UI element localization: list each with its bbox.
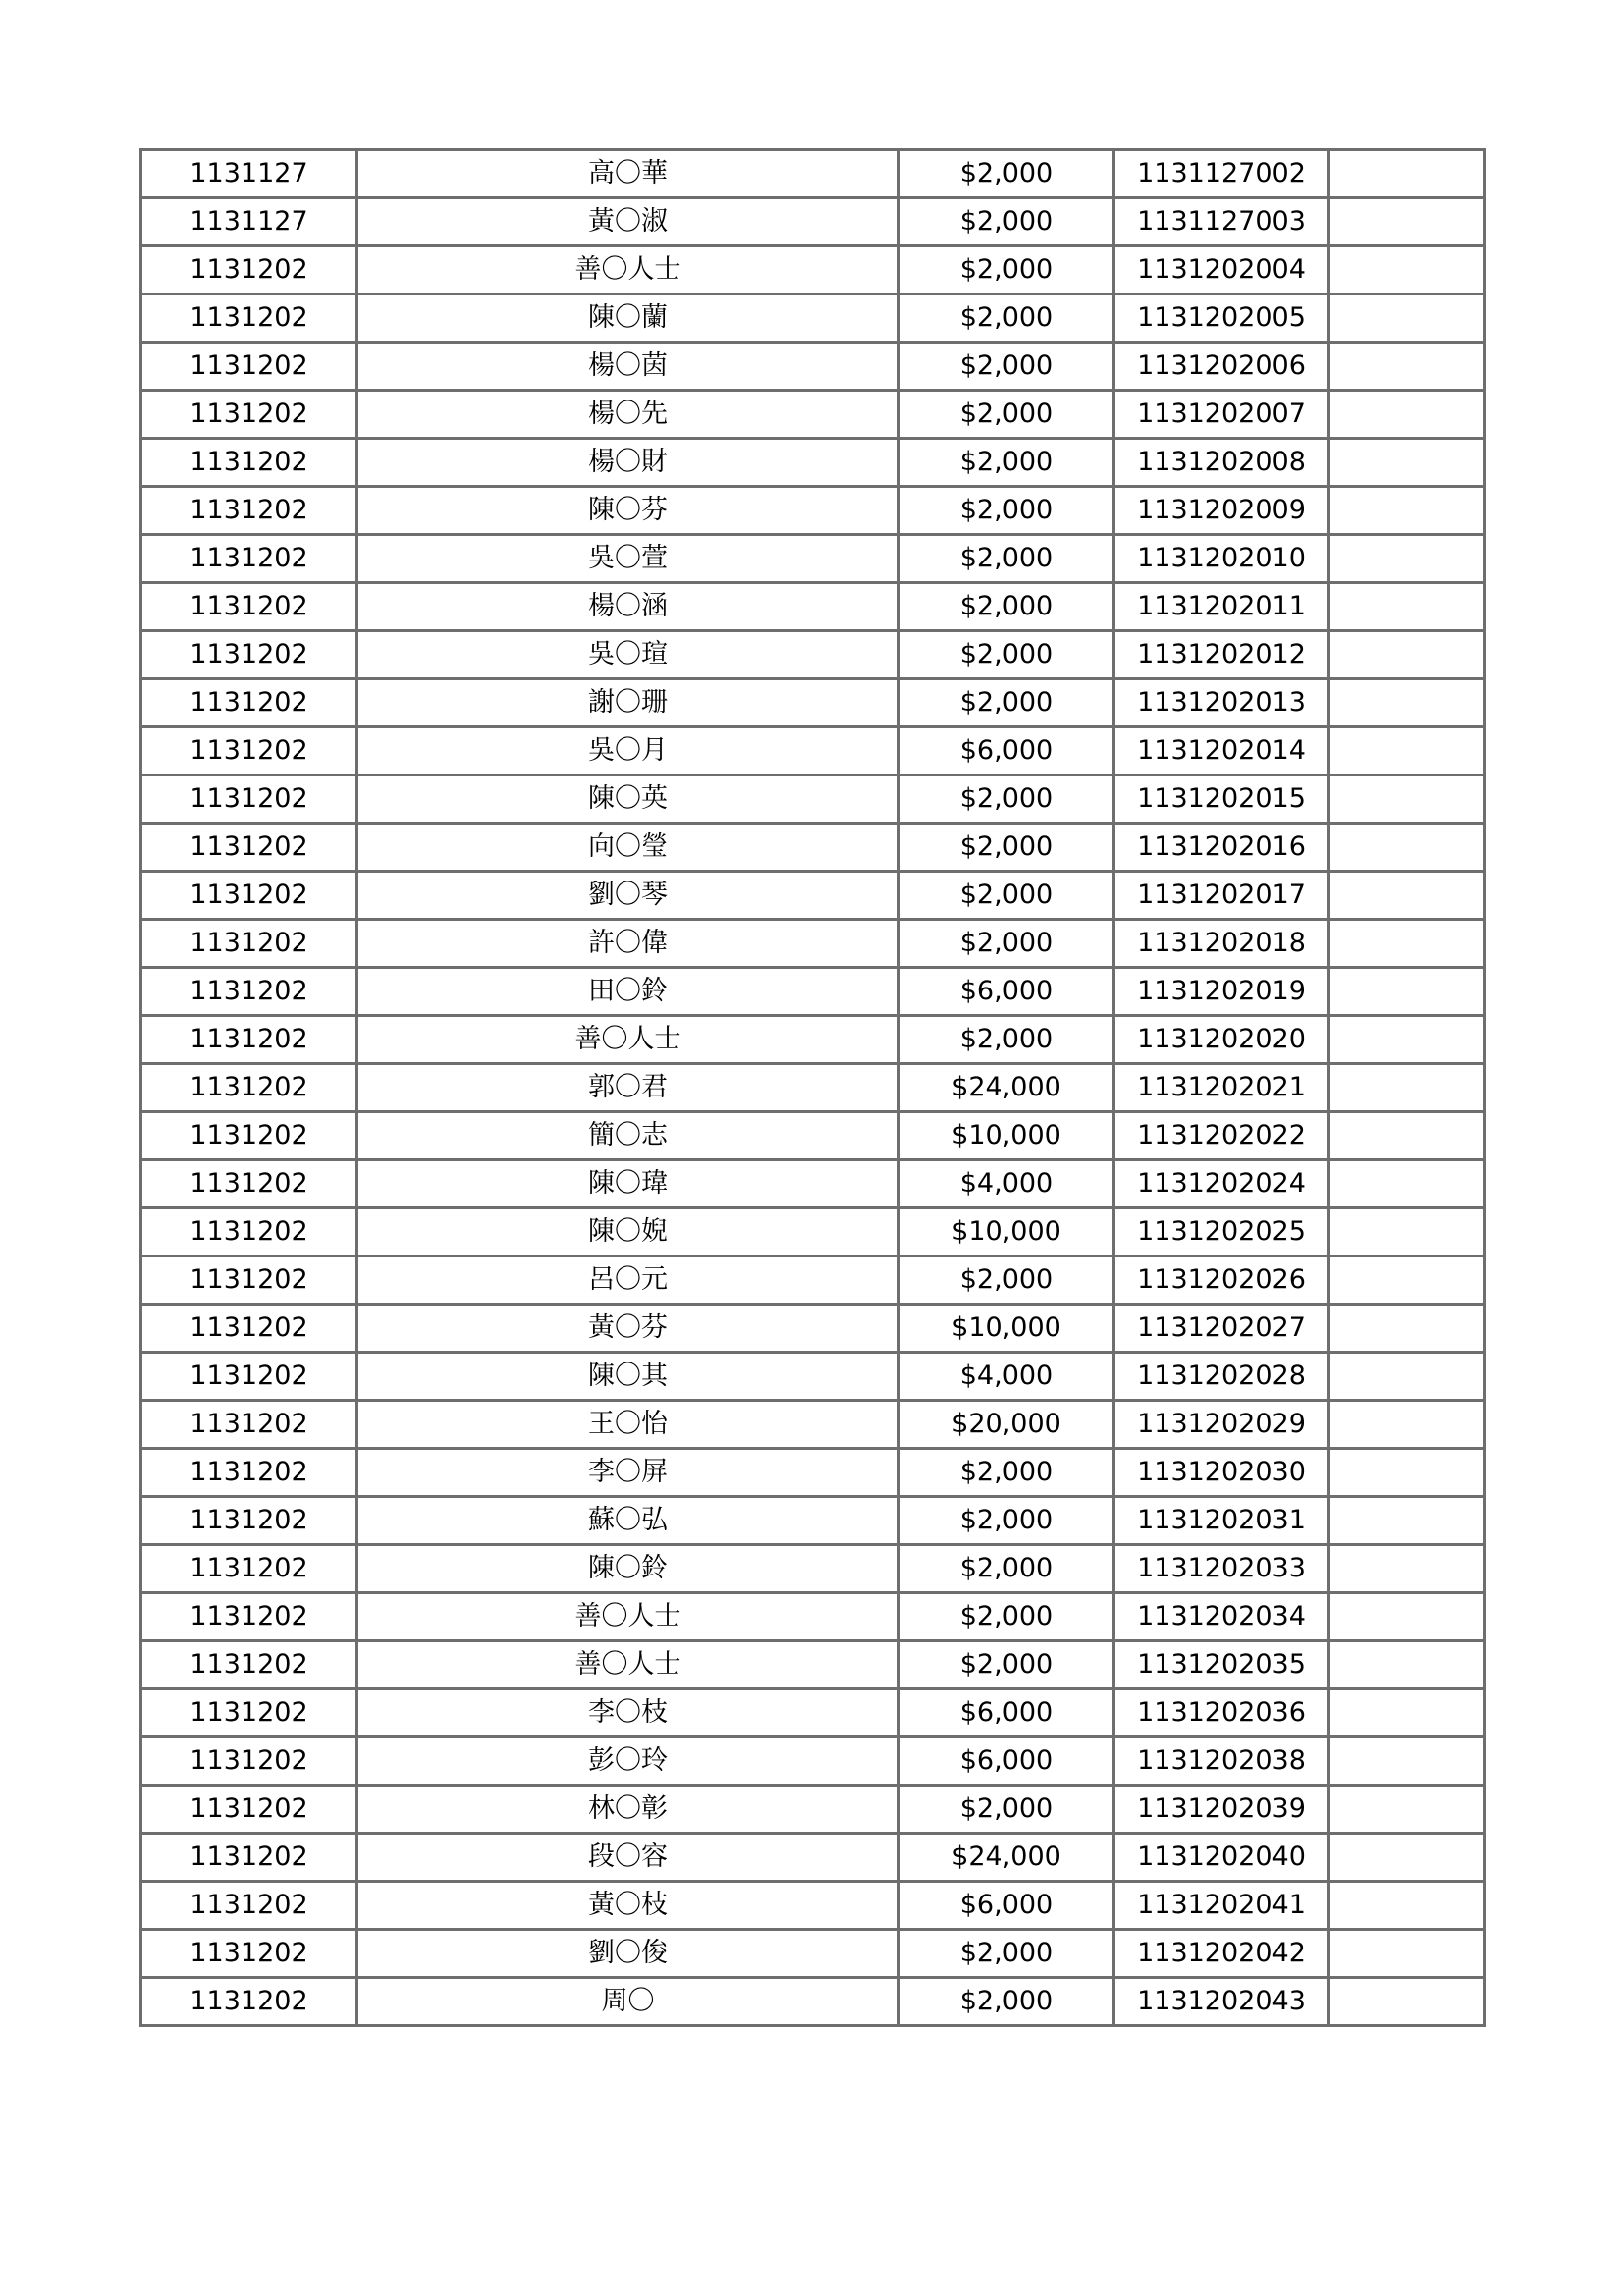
table-row xyxy=(141,391,1485,439)
donor-name-cell: 陳〇英 xyxy=(357,775,899,824)
amount-cell: $4,000 xyxy=(899,1353,1114,1401)
date-cell: 1131202 xyxy=(141,1208,357,1256)
receipt-number-cell: 1131202028 xyxy=(1114,1353,1329,1401)
amount-cell: $2,000 xyxy=(899,775,1114,824)
donation-table xyxy=(139,148,1486,2027)
date-cell: 1131202 xyxy=(141,583,357,631)
donor-name-cell: 黃〇淑 xyxy=(357,198,899,246)
donor-name-cell: 蘇〇弘 xyxy=(357,1497,899,1545)
note-cell xyxy=(1329,1689,1485,1737)
donor-name-cell: 李〇枝 xyxy=(357,1689,899,1737)
receipt-number-cell: 1131202034 xyxy=(1114,1593,1329,1641)
amount-cell: $2,000 xyxy=(899,1786,1114,1834)
amount-cell: $2,000 xyxy=(899,535,1114,583)
table-row xyxy=(141,1930,1485,1978)
note-cell xyxy=(1329,1401,1485,1449)
amount-cell: $24,000 xyxy=(899,1834,1114,1882)
note-cell xyxy=(1329,1064,1485,1112)
table-row xyxy=(141,1112,1485,1160)
receipt-number-cell: 1131202010 xyxy=(1114,535,1329,583)
date-cell: 1131202 xyxy=(141,246,357,294)
amount-cell: $2,000 xyxy=(899,1593,1114,1641)
table-row xyxy=(141,1641,1485,1689)
date-cell: 1131127 xyxy=(141,198,357,246)
donor-name-cell: 善〇人士 xyxy=(357,1016,899,1064)
note-cell xyxy=(1329,198,1485,246)
donor-name-cell: 高〇華 xyxy=(357,150,899,198)
donor-name-cell: 劉〇琴 xyxy=(357,872,899,920)
receipt-number-cell: 1131202029 xyxy=(1114,1401,1329,1449)
amount-cell: $2,000 xyxy=(899,246,1114,294)
amount-cell: $6,000 xyxy=(899,1689,1114,1737)
amount-cell: $2,000 xyxy=(899,439,1114,487)
note-cell xyxy=(1329,1016,1485,1064)
donor-name-cell: 善〇人士 xyxy=(357,1593,899,1641)
note-cell xyxy=(1329,679,1485,727)
receipt-number-cell: 1131202012 xyxy=(1114,631,1329,679)
amount-cell: $2,000 xyxy=(899,920,1114,968)
date-cell: 1131202 xyxy=(141,1401,357,1449)
date-cell: 1131202 xyxy=(141,1930,357,1978)
date-cell: 1131202 xyxy=(141,1689,357,1737)
receipt-number-cell: 1131202039 xyxy=(1114,1786,1329,1834)
donor-name-cell: 楊〇涵 xyxy=(357,583,899,631)
donor-name-cell: 彭〇玲 xyxy=(357,1737,899,1786)
table-row xyxy=(141,727,1485,775)
amount-cell: $2,000 xyxy=(899,1930,1114,1978)
amount-cell: $2,000 xyxy=(899,1016,1114,1064)
donor-name-cell: 陳〇芬 xyxy=(357,487,899,535)
receipt-number-cell: 1131202026 xyxy=(1114,1256,1329,1305)
receipt-number-cell: 1131202027 xyxy=(1114,1305,1329,1353)
amount-cell: $2,000 xyxy=(899,1641,1114,1689)
donor-name-cell: 郭〇君 xyxy=(357,1064,899,1112)
donation-table-body xyxy=(141,150,1485,2026)
note-cell xyxy=(1329,1737,1485,1786)
date-cell: 1131202 xyxy=(141,1593,357,1641)
table-row xyxy=(141,1160,1485,1208)
note-cell xyxy=(1329,1593,1485,1641)
date-cell: 1131202 xyxy=(141,775,357,824)
donor-name-cell: 簡〇志 xyxy=(357,1112,899,1160)
date-cell: 1131202 xyxy=(141,824,357,872)
donor-name-cell: 劉〇俊 xyxy=(357,1930,899,1978)
receipt-number-cell: 1131202042 xyxy=(1114,1930,1329,1978)
amount-cell: $2,000 xyxy=(899,150,1114,198)
receipt-number-cell: 1131202020 xyxy=(1114,1016,1329,1064)
donor-name-cell: 善〇人士 xyxy=(357,1641,899,1689)
donor-name-cell: 向〇瑩 xyxy=(357,824,899,872)
note-cell xyxy=(1329,150,1485,198)
table-row xyxy=(141,1449,1485,1497)
amount-cell: $20,000 xyxy=(899,1401,1114,1449)
table-row xyxy=(141,679,1485,727)
table-row xyxy=(141,1978,1485,2026)
table-row xyxy=(141,775,1485,824)
receipt-number-cell: 1131202038 xyxy=(1114,1737,1329,1786)
amount-cell: $2,000 xyxy=(899,679,1114,727)
amount-cell: $2,000 xyxy=(899,1497,1114,1545)
date-cell: 1131202 xyxy=(141,1545,357,1593)
note-cell xyxy=(1329,775,1485,824)
date-cell: 1131202 xyxy=(141,1834,357,1882)
donor-name-cell: 陳〇鈴 xyxy=(357,1545,899,1593)
amount-cell: $2,000 xyxy=(899,631,1114,679)
table-row xyxy=(141,968,1485,1016)
receipt-number-cell: 1131202031 xyxy=(1114,1497,1329,1545)
note-cell xyxy=(1329,1882,1485,1930)
amount-cell: $2,000 xyxy=(899,198,1114,246)
amount-cell: $6,000 xyxy=(899,968,1114,1016)
receipt-number-cell: 1131202013 xyxy=(1114,679,1329,727)
receipt-number-cell: 1131202033 xyxy=(1114,1545,1329,1593)
amount-cell: $2,000 xyxy=(899,872,1114,920)
date-cell: 1131202 xyxy=(141,968,357,1016)
date-cell: 1131202 xyxy=(141,1016,357,1064)
note-cell xyxy=(1329,1449,1485,1497)
note-cell xyxy=(1329,824,1485,872)
table-row xyxy=(141,1593,1485,1641)
table-row xyxy=(141,1497,1485,1545)
date-cell: 1131202 xyxy=(141,439,357,487)
table-row xyxy=(141,920,1485,968)
date-cell: 1131202 xyxy=(141,1112,357,1160)
note-cell xyxy=(1329,1545,1485,1593)
receipt-number-cell: 1131202043 xyxy=(1114,1978,1329,2026)
table-row xyxy=(141,487,1485,535)
amount-cell: $2,000 xyxy=(899,1256,1114,1305)
table-row xyxy=(141,1256,1485,1305)
receipt-number-cell: 1131202040 xyxy=(1114,1834,1329,1882)
amount-cell: $2,000 xyxy=(899,1449,1114,1497)
receipt-number-cell: 1131202018 xyxy=(1114,920,1329,968)
date-cell: 1131202 xyxy=(141,1737,357,1786)
date-cell: 1131202 xyxy=(141,535,357,583)
receipt-number-cell: 1131202021 xyxy=(1114,1064,1329,1112)
date-cell: 1131202 xyxy=(141,1497,357,1545)
amount-cell: $2,000 xyxy=(899,583,1114,631)
donor-name-cell: 黃〇芬 xyxy=(357,1305,899,1353)
donor-name-cell: 陳〇其 xyxy=(357,1353,899,1401)
table-row xyxy=(141,535,1485,583)
note-cell xyxy=(1329,487,1485,535)
donor-name-cell: 吳〇瑄 xyxy=(357,631,899,679)
amount-cell: $2,000 xyxy=(899,343,1114,391)
note-cell xyxy=(1329,246,1485,294)
receipt-number-cell: 1131202005 xyxy=(1114,294,1329,343)
receipt-number-cell: 1131202017 xyxy=(1114,872,1329,920)
date-cell: 1131202 xyxy=(141,391,357,439)
note-cell xyxy=(1329,1978,1485,2026)
receipt-number-cell: 1131202004 xyxy=(1114,246,1329,294)
table-row xyxy=(141,583,1485,631)
table-row xyxy=(141,1786,1485,1834)
donor-name-cell: 楊〇先 xyxy=(357,391,899,439)
receipt-number-cell: 1131202035 xyxy=(1114,1641,1329,1689)
amount-cell: $2,000 xyxy=(899,391,1114,439)
table-row xyxy=(141,1689,1485,1737)
date-cell: 1131202 xyxy=(141,679,357,727)
donor-name-cell: 段〇容 xyxy=(357,1834,899,1882)
receipt-number-cell: 1131202030 xyxy=(1114,1449,1329,1497)
receipt-number-cell: 1131202008 xyxy=(1114,439,1329,487)
note-cell xyxy=(1329,631,1485,679)
note-cell xyxy=(1329,583,1485,631)
receipt-number-cell: 1131202019 xyxy=(1114,968,1329,1016)
table-row xyxy=(141,1737,1485,1786)
table-row xyxy=(141,872,1485,920)
note-cell xyxy=(1329,1930,1485,1978)
amount-cell: $2,000 xyxy=(899,1545,1114,1593)
note-cell xyxy=(1329,872,1485,920)
table-row xyxy=(141,631,1485,679)
note-cell xyxy=(1329,1256,1485,1305)
table-row xyxy=(141,294,1485,343)
note-cell xyxy=(1329,1786,1485,1834)
amount-cell: $6,000 xyxy=(899,1737,1114,1786)
amount-cell: $10,000 xyxy=(899,1112,1114,1160)
table-row xyxy=(141,1401,1485,1449)
note-cell xyxy=(1329,535,1485,583)
amount-cell: $24,000 xyxy=(899,1064,1114,1112)
date-cell: 1131202 xyxy=(141,1064,357,1112)
donor-name-cell: 呂〇元 xyxy=(357,1256,899,1305)
note-cell xyxy=(1329,1641,1485,1689)
donor-name-cell: 陳〇瑋 xyxy=(357,1160,899,1208)
note-cell xyxy=(1329,1353,1485,1401)
amount-cell: $4,000 xyxy=(899,1160,1114,1208)
note-cell xyxy=(1329,391,1485,439)
date-cell: 1131202 xyxy=(141,343,357,391)
donor-name-cell: 楊〇茵 xyxy=(357,343,899,391)
table-row xyxy=(141,1353,1485,1401)
donor-name-cell: 陳〇蘭 xyxy=(357,294,899,343)
note-cell xyxy=(1329,1112,1485,1160)
receipt-number-cell: 1131202015 xyxy=(1114,775,1329,824)
donor-name-cell: 吳〇萱 xyxy=(357,535,899,583)
receipt-number-cell: 1131127002 xyxy=(1114,150,1329,198)
donor-name-cell: 周〇 xyxy=(357,1978,899,2026)
table-row xyxy=(141,1882,1485,1930)
donor-name-cell: 陳〇婗 xyxy=(357,1208,899,1256)
donor-name-cell: 謝〇珊 xyxy=(357,679,899,727)
note-cell xyxy=(1329,1497,1485,1545)
amount-cell: $6,000 xyxy=(899,1882,1114,1930)
table-row xyxy=(141,1064,1485,1112)
donor-name-cell: 許〇偉 xyxy=(357,920,899,968)
date-cell: 1131202 xyxy=(141,1786,357,1834)
receipt-number-cell: 1131202014 xyxy=(1114,727,1329,775)
amount-cell: $10,000 xyxy=(899,1305,1114,1353)
donor-name-cell: 李〇屏 xyxy=(357,1449,899,1497)
receipt-number-cell: 1131202011 xyxy=(1114,583,1329,631)
date-cell: 1131202 xyxy=(141,1978,357,2026)
table-row xyxy=(141,1545,1485,1593)
receipt-number-cell: 1131202022 xyxy=(1114,1112,1329,1160)
date-cell: 1131202 xyxy=(141,727,357,775)
date-cell: 1131127 xyxy=(141,150,357,198)
receipt-number-cell: 1131202024 xyxy=(1114,1160,1329,1208)
note-cell xyxy=(1329,727,1485,775)
amount-cell: $2,000 xyxy=(899,487,1114,535)
amount-cell: $2,000 xyxy=(899,1978,1114,2026)
note-cell xyxy=(1329,1305,1485,1353)
receipt-number-cell: 1131202007 xyxy=(1114,391,1329,439)
date-cell: 1131202 xyxy=(141,631,357,679)
receipt-number-cell: 1131202009 xyxy=(1114,487,1329,535)
note-cell xyxy=(1329,1160,1485,1208)
table-row xyxy=(141,246,1485,294)
date-cell: 1131202 xyxy=(141,920,357,968)
donor-name-cell: 黃〇枝 xyxy=(357,1882,899,1930)
table-row xyxy=(141,1208,1485,1256)
receipt-number-cell: 1131202016 xyxy=(1114,824,1329,872)
donor-name-cell: 王〇怡 xyxy=(357,1401,899,1449)
donor-name-cell: 吳〇月 xyxy=(357,727,899,775)
table-row xyxy=(141,1834,1485,1882)
table-row xyxy=(141,150,1485,198)
table-row xyxy=(141,1305,1485,1353)
receipt-number-cell: 1131202036 xyxy=(1114,1689,1329,1737)
date-cell: 1131202 xyxy=(141,1160,357,1208)
date-cell: 1131202 xyxy=(141,1449,357,1497)
table-row xyxy=(141,1016,1485,1064)
receipt-number-cell: 1131202025 xyxy=(1114,1208,1329,1256)
date-cell: 1131202 xyxy=(141,1353,357,1401)
date-cell: 1131202 xyxy=(141,487,357,535)
receipt-number-cell: 1131127003 xyxy=(1114,198,1329,246)
date-cell: 1131202 xyxy=(141,872,357,920)
date-cell: 1131202 xyxy=(141,1641,357,1689)
amount-cell: $2,000 xyxy=(899,294,1114,343)
note-cell xyxy=(1329,920,1485,968)
date-cell: 1131202 xyxy=(141,1882,357,1930)
amount-cell: $10,000 xyxy=(899,1208,1114,1256)
amount-cell: $2,000 xyxy=(899,824,1114,872)
note-cell xyxy=(1329,294,1485,343)
note-cell xyxy=(1329,968,1485,1016)
note-cell xyxy=(1329,1208,1485,1256)
donor-name-cell: 善〇人士 xyxy=(357,246,899,294)
date-cell: 1131202 xyxy=(141,1256,357,1305)
date-cell: 1131202 xyxy=(141,1305,357,1353)
donor-name-cell: 林〇彰 xyxy=(357,1786,899,1834)
donor-name-cell: 楊〇財 xyxy=(357,439,899,487)
date-cell: 1131202 xyxy=(141,294,357,343)
table-row xyxy=(141,198,1485,246)
receipt-number-cell: 1131202006 xyxy=(1114,343,1329,391)
table-row xyxy=(141,343,1485,391)
receipt-number-cell: 1131202041 xyxy=(1114,1882,1329,1930)
table-row xyxy=(141,439,1485,487)
amount-cell: $6,000 xyxy=(899,727,1114,775)
donor-name-cell: 田〇鈴 xyxy=(357,968,899,1016)
note-cell xyxy=(1329,343,1485,391)
note-cell xyxy=(1329,1834,1485,1882)
note-cell xyxy=(1329,439,1485,487)
table-row xyxy=(141,824,1485,872)
